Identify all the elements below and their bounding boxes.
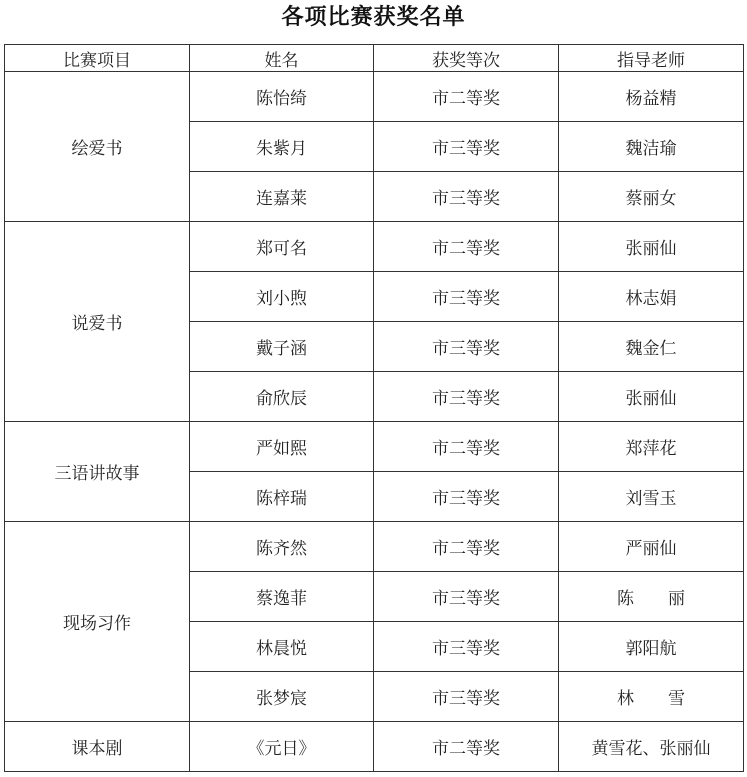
teacher-cell: 魏洁瑜 [559,122,744,172]
page-title: 各项比赛获奖名单 [281,5,466,30]
teacher-cell: 魏金仁 [559,322,744,372]
award-cell: 市二等奖 [374,72,559,122]
award-cell: 市二等奖 [374,222,559,272]
event-cell: 现场习作 [5,522,190,722]
award-cell: 市三等奖 [374,322,559,372]
name-cell: 严如熙 [190,422,374,472]
name-cell: 刘小煦 [190,272,374,322]
name-cell: 陈梓瑞 [190,472,374,522]
name-cell: 蔡逸菲 [190,572,374,622]
teacher-cell: 张丽仙 [559,222,744,272]
award-cell: 市三等奖 [374,122,559,172]
award-cell: 市二等奖 [374,522,559,572]
event-cell: 绘爱书 [5,72,190,222]
award-cell: 市三等奖 [374,472,559,522]
table-row [5,422,744,472]
teacher-cell: 蔡丽女 [559,172,744,222]
awards-table [4,44,744,772]
teacher-cell: 林志娟 [559,272,744,322]
table-row [5,722,744,772]
award-cell: 市三等奖 [374,572,559,622]
header-award: 获奖等次 [374,45,559,72]
table-header-row [5,45,744,72]
name-cell: 张梦宸 [190,672,374,722]
table-row [5,522,744,572]
table-row [5,72,744,122]
teacher-cell: 严丽仙 [559,522,744,572]
table-row [5,222,744,272]
name-cell: 俞欣辰 [190,372,374,422]
award-cell: 市三等奖 [374,622,559,672]
award-cell: 市三等奖 [374,672,559,722]
name-cell: 《元日》 [190,722,374,772]
award-cell: 市二等奖 [374,422,559,472]
header-name: 姓名 [190,45,374,72]
award-cell: 市三等奖 [374,272,559,322]
table-body [5,72,744,772]
award-cell: 市二等奖 [374,722,559,772]
teacher-cell: 林 雪 [559,672,744,722]
header-event: 比赛项目 [5,45,190,72]
name-cell: 陈怡绮 [190,72,374,122]
teacher-cell: 郑萍花 [559,422,744,472]
name-cell: 连嘉莱 [190,172,374,222]
award-cell: 市三等奖 [374,172,559,222]
name-cell: 郑可名 [190,222,374,272]
teacher-cell: 郭阳航 [559,622,744,672]
event-cell: 课本剧 [5,722,190,772]
header-teacher: 指导老师 [559,45,744,72]
name-cell: 朱紫月 [190,122,374,172]
name-cell: 戴子涵 [190,322,374,372]
award-cell: 市三等奖 [374,372,559,422]
teacher-cell: 张丽仙 [559,372,744,422]
name-cell: 陈齐然 [190,522,374,572]
teacher-cell: 刘雪玉 [559,472,744,522]
teacher-cell: 陈 丽 [559,572,744,622]
event-cell: 说爱书 [5,222,190,422]
teacher-cell: 杨益精 [559,72,744,122]
event-cell: 三语讲故事 [5,422,190,522]
name-cell: 林晨悦 [190,622,374,672]
teacher-cell: 黄雪花、张丽仙 [559,722,744,772]
